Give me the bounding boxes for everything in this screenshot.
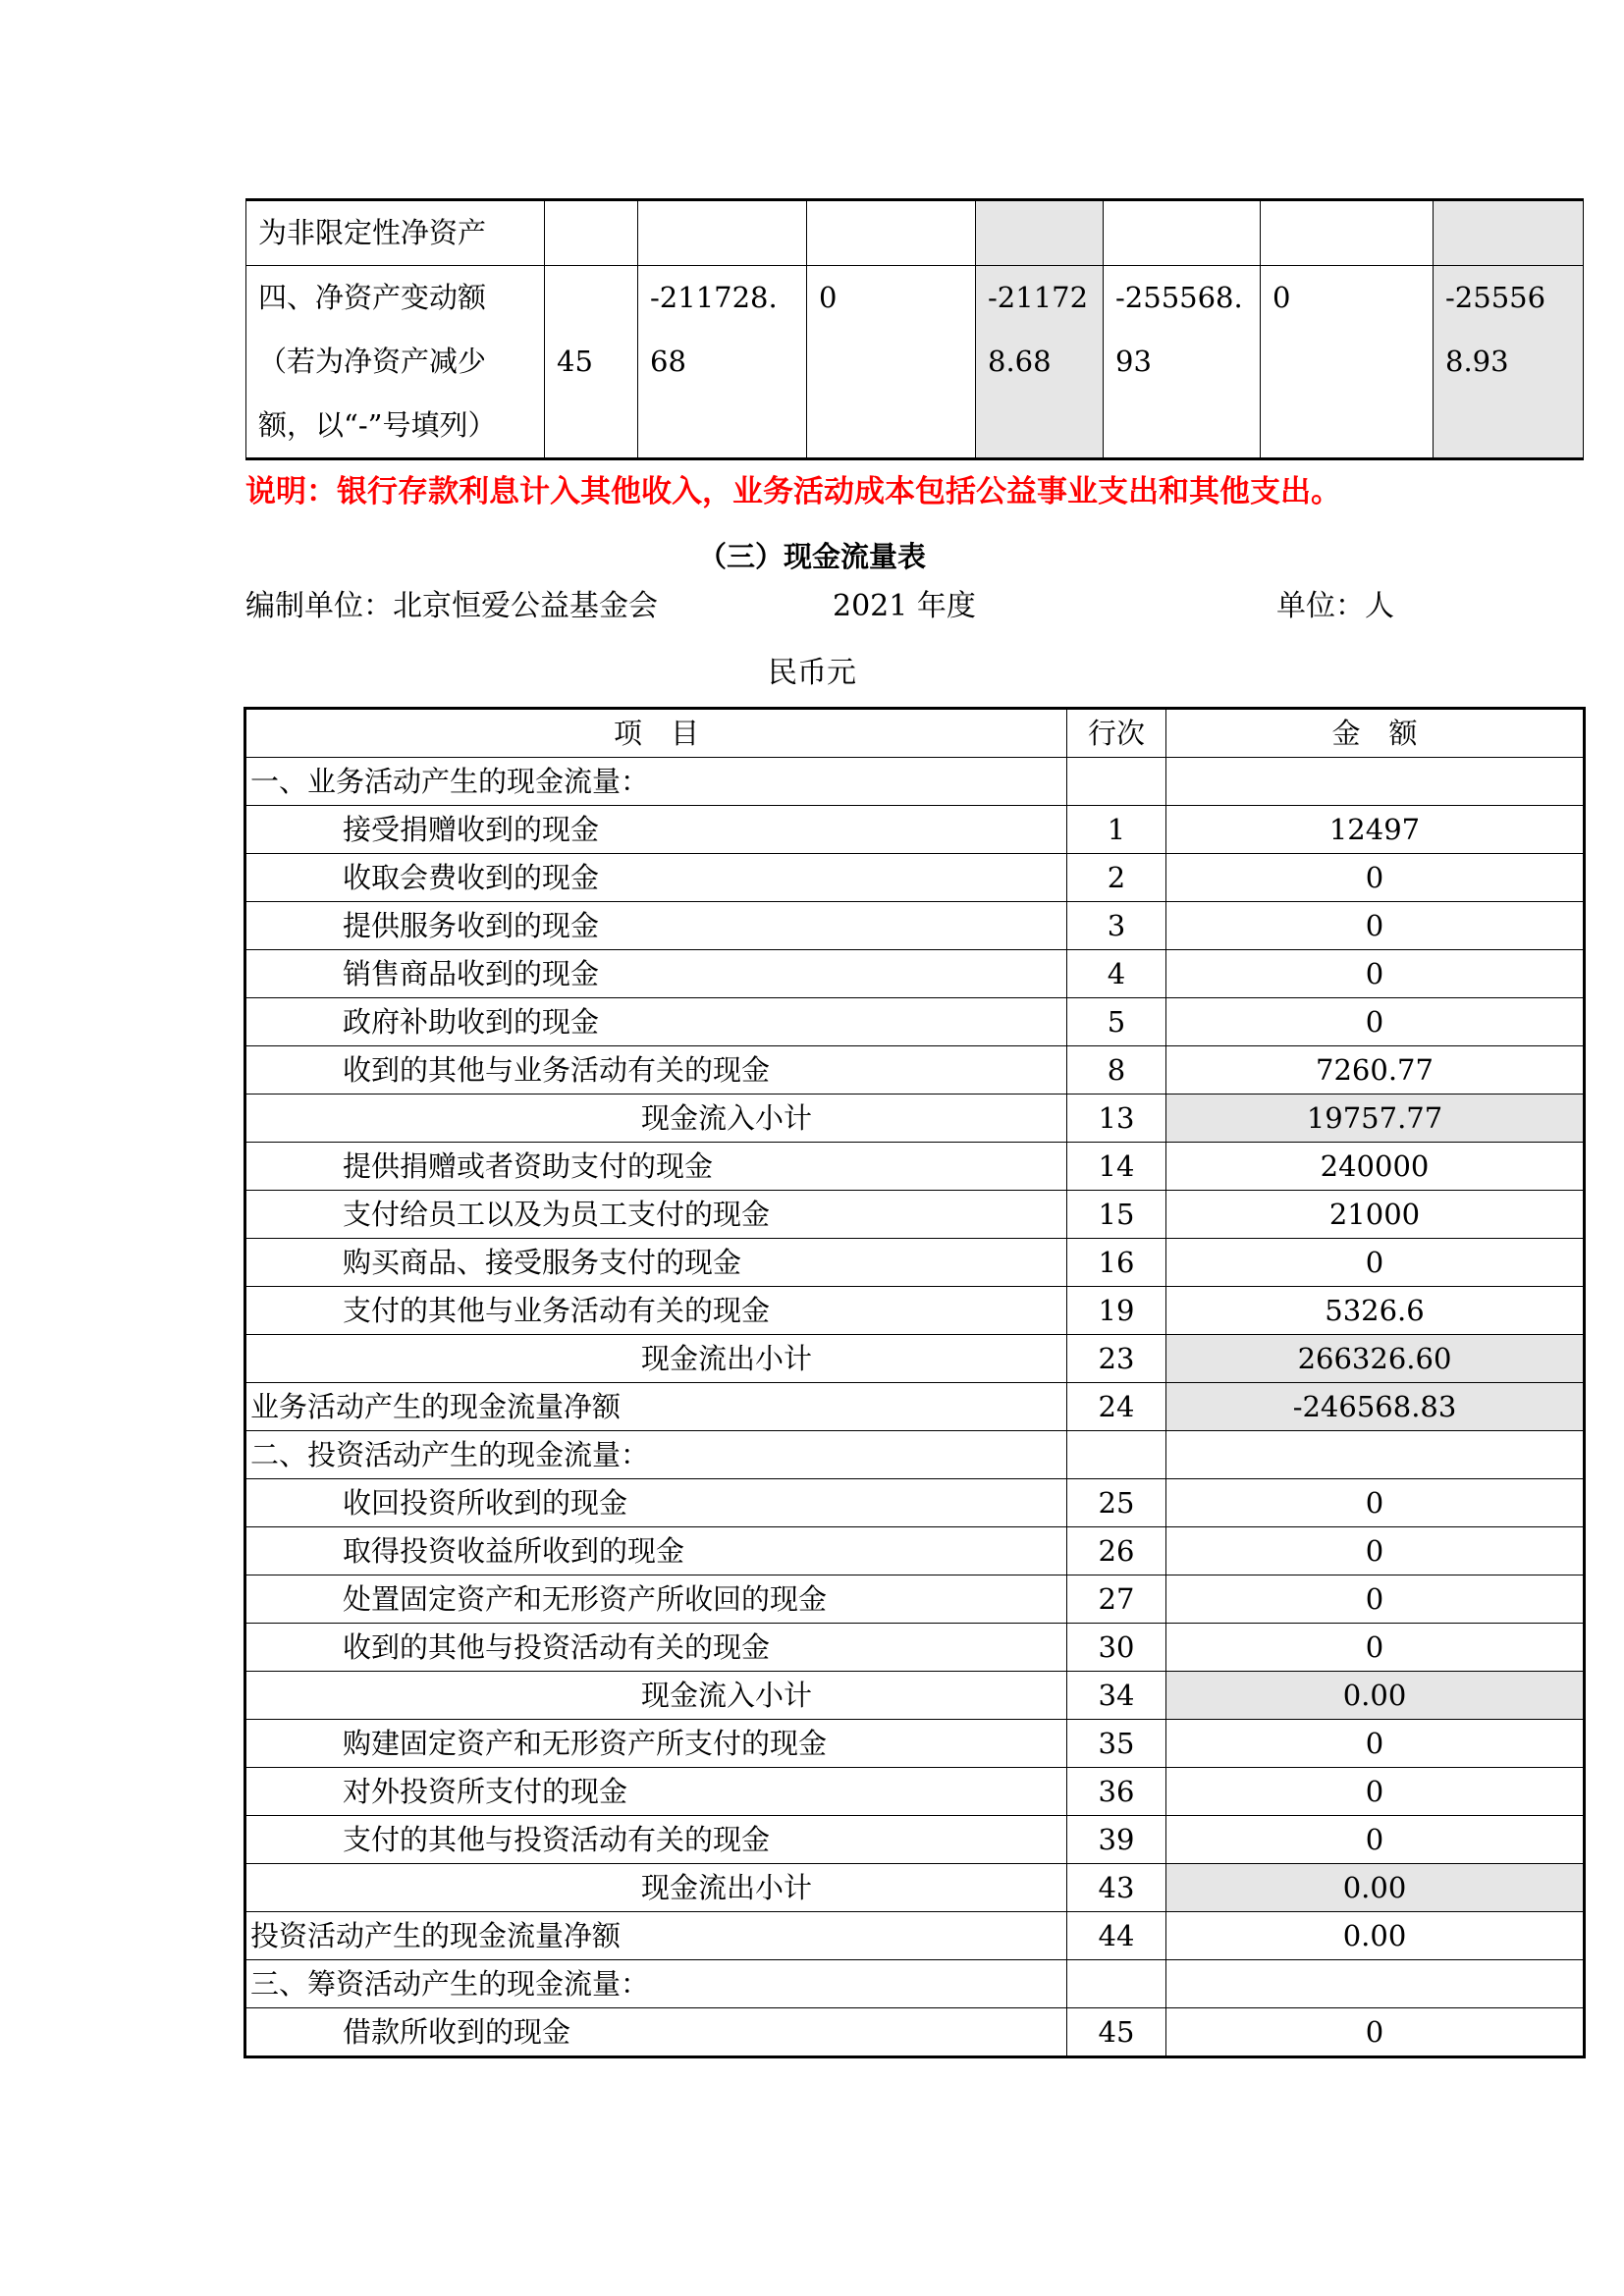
table-cell: -255568.93	[1434, 266, 1584, 459]
row-amount: 19757.77	[1166, 1095, 1585, 1143]
table-row	[245, 2008, 1585, 2057]
row-amount: 0	[1166, 1527, 1585, 1575]
row-item: 收到的其他与投资活动有关的现金	[245, 1624, 1067, 1672]
row-amount	[1166, 758, 1585, 806]
row-item: 取得投资收益所收到的现金	[245, 1527, 1067, 1575]
row-amount: 240000	[1166, 1143, 1585, 1191]
table-row	[245, 1816, 1585, 1864]
header-amount: 金 额	[1166, 709, 1585, 758]
row-amount: 0	[1166, 854, 1585, 902]
row-line-number: 43	[1067, 1864, 1166, 1912]
table-cell	[976, 200, 1104, 266]
row-item: 销售商品收到的现金	[245, 950, 1067, 998]
row-line-number: 34	[1067, 1672, 1166, 1720]
table-cell: 0	[1261, 266, 1434, 459]
row-amount: 0	[1166, 2008, 1585, 2057]
row-amount: 0.00	[1166, 1864, 1585, 1912]
row-amount: 0	[1166, 1624, 1585, 1672]
row-line-number: 26	[1067, 1527, 1166, 1575]
row-amount: 0	[1166, 1816, 1585, 1864]
row-item: 借款所收到的现金	[245, 2008, 1067, 2057]
table-row	[245, 1479, 1585, 1527]
header-item: 项 目	[245, 709, 1067, 758]
row-item: 收到的其他与业务活动有关的现金	[245, 1046, 1067, 1095]
row-line-number: 19	[1067, 1287, 1166, 1335]
row-amount: 266326.60	[1166, 1335, 1585, 1383]
row-line-number	[1067, 758, 1166, 806]
row-line-number: 14	[1067, 1143, 1166, 1191]
table-row	[245, 1912, 1585, 1960]
row-item: 收取会费收到的现金	[245, 854, 1067, 902]
row-line-number: 13	[1067, 1095, 1166, 1143]
row-line-number: 24	[1067, 1383, 1166, 1431]
row-item: 收回投资所收到的现金	[245, 1479, 1067, 1527]
row-amount	[1166, 1960, 1585, 2008]
table-row	[245, 1143, 1585, 1191]
table-header-row	[245, 709, 1585, 758]
row-line-number: 35	[1067, 1720, 1166, 1768]
row-item: 支付的其他与业务活动有关的现金	[245, 1287, 1067, 1335]
table-row	[245, 1335, 1585, 1383]
row-line-number: 3	[1067, 902, 1166, 950]
table-row	[246, 200, 1584, 266]
row-item: 接受捐赠收到的现金	[245, 806, 1067, 854]
table-cell	[807, 200, 976, 266]
row-amount: 0.00	[1166, 1672, 1585, 1720]
row-line-number: 36	[1067, 1768, 1166, 1816]
table-row	[245, 1191, 1585, 1239]
header-line: 行次	[1067, 709, 1166, 758]
table-row	[246, 266, 1584, 459]
row-item: 现金流出小计	[245, 1864, 1067, 1912]
table-row	[245, 1720, 1585, 1768]
row-item: 投资活动产生的现金流量净额	[245, 1912, 1067, 1960]
row-amount: 0	[1166, 902, 1585, 950]
row-amount: 5326.6	[1166, 1287, 1585, 1335]
row-line-number	[1067, 1431, 1166, 1479]
row-item: 业务活动产生的现金流量净额	[245, 1383, 1067, 1431]
row-line-number: 15	[1067, 1191, 1166, 1239]
row-line-number: 5	[1067, 998, 1166, 1046]
row-amount: -246568.83	[1166, 1383, 1585, 1431]
row-line-number: 8	[1067, 1046, 1166, 1095]
explanatory-note: 说明：银行存款利息计入其他收入，业务活动成本包括公益事业支出和其他支出。	[245, 474, 1341, 509]
cash-flow-table	[244, 707, 1586, 2058]
row-line-number: 45	[1067, 2008, 1166, 2057]
row-amount: 0	[1166, 1479, 1585, 1527]
table-row	[245, 1864, 1585, 1912]
row-amount: 0.00	[1166, 1912, 1585, 1960]
row-item: 二、投资活动产生的现金流量：	[245, 1431, 1067, 1479]
row-label: 为非限定性净资产	[246, 200, 545, 266]
row-item: 现金流入小计	[245, 1095, 1067, 1143]
table-row	[245, 1624, 1585, 1672]
row-line-number: 23	[1067, 1335, 1166, 1383]
table-cell: -255568.93	[1104, 266, 1261, 459]
row-item: 购建固定资产和无形资产所支付的现金	[245, 1720, 1067, 1768]
cash-flow-table-body	[245, 709, 1585, 2057]
row-amount: 7260.77	[1166, 1046, 1585, 1095]
row-line-number: 2	[1067, 854, 1166, 902]
table-row	[245, 1527, 1585, 1575]
table-row	[245, 1383, 1585, 1431]
row-item: 对外投资所支付的现金	[245, 1768, 1067, 1816]
row-amount: 0	[1166, 950, 1585, 998]
row-label: 四、净资产变动额（若为净资产减少额，以“-”号填列）	[246, 266, 545, 459]
table-row	[245, 1431, 1585, 1479]
row-item: 提供服务收到的现金	[245, 902, 1067, 950]
row-amount: 0	[1166, 1239, 1585, 1287]
table-row	[245, 1239, 1585, 1287]
table-row	[245, 1046, 1585, 1095]
row-item: 政府补助收到的现金	[245, 998, 1067, 1046]
table-row	[245, 998, 1585, 1046]
row-line-number: 27	[1067, 1575, 1166, 1624]
fiscal-year: 2021 年度	[833, 589, 976, 623]
row-item: 支付的其他与投资活动有关的现金	[245, 1816, 1067, 1864]
table-cell: -211728.68	[638, 266, 807, 459]
table-row	[245, 1095, 1585, 1143]
table-cell	[638, 200, 807, 266]
row-line-number	[1067, 1960, 1166, 2008]
row-item: 购买商品、接受服务支付的现金	[245, 1239, 1067, 1287]
table-cell: 0	[807, 266, 976, 459]
row-amount: 0	[1166, 1720, 1585, 1768]
table-cell	[545, 200, 638, 266]
table-cell	[1104, 200, 1261, 266]
row-amount: 0	[1166, 1575, 1585, 1624]
table-row	[245, 950, 1585, 998]
row-item: 支付给员工以及为员工支付的现金	[245, 1191, 1067, 1239]
table-row	[245, 1672, 1585, 1720]
table-row	[245, 1575, 1585, 1624]
row-item: 一、业务活动产生的现金流量：	[245, 758, 1067, 806]
row-amount: 0	[1166, 998, 1585, 1046]
table-cell	[1261, 200, 1434, 266]
row-item: 提供捐赠或者资助支付的现金	[245, 1143, 1067, 1191]
row-item: 处置固定资产和无形资产所收回的现金	[245, 1575, 1067, 1624]
row-line-number: 30	[1067, 1624, 1166, 1672]
currency-unit-continued: 民币元	[768, 656, 856, 690]
section-title: （三）现金流量表	[697, 540, 926, 573]
row-line-number: 4	[1067, 950, 1166, 998]
table-row	[245, 1768, 1585, 1816]
row-amount: 0	[1166, 1768, 1585, 1816]
row-item: 现金流入小计	[245, 1672, 1067, 1720]
table-row	[245, 1287, 1585, 1335]
row-amount: 12497	[1166, 806, 1585, 854]
table-row	[245, 806, 1585, 854]
net-assets-table-continuation	[245, 198, 1584, 460]
preparing-unit: 编制单位：北京恒爱公益基金会	[245, 589, 658, 623]
row-line-number: 1	[1067, 806, 1166, 854]
table-row	[245, 854, 1585, 902]
table-cell: -211728.68	[976, 266, 1104, 459]
row-item: 现金流出小计	[245, 1335, 1067, 1383]
row-line-number: 44	[1067, 1912, 1166, 1960]
line-number: 45	[545, 266, 638, 459]
row-line-number: 39	[1067, 1816, 1166, 1864]
table-cell	[1434, 200, 1584, 266]
table-row	[245, 902, 1585, 950]
currency-unit: 单位：人	[1276, 589, 1394, 623]
table-row	[245, 1960, 1585, 2008]
table-row	[245, 758, 1585, 806]
row-line-number: 16	[1067, 1239, 1166, 1287]
row-amount	[1166, 1431, 1585, 1479]
row-line-number: 25	[1067, 1479, 1166, 1527]
row-amount: 21000	[1166, 1191, 1585, 1239]
row-item: 三、筹资活动产生的现金流量：	[245, 1960, 1067, 2008]
